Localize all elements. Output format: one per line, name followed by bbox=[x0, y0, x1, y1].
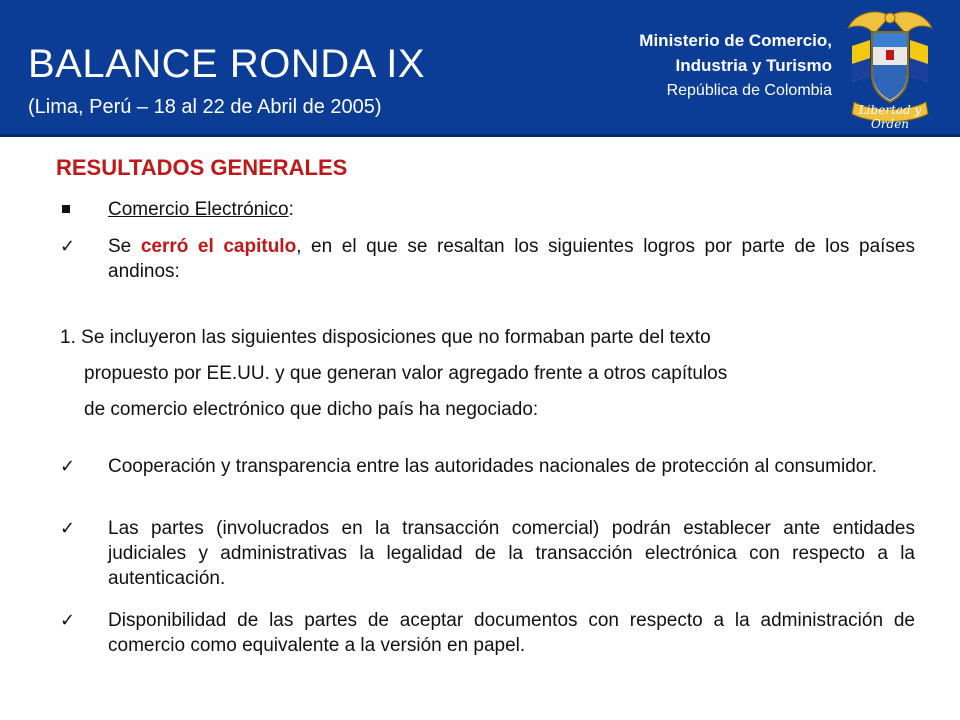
numbered-line1: Se incluyeron las siguientes disposiciones que no formaban parte del texto bbox=[81, 327, 711, 348]
achievement-item bbox=[60, 516, 915, 591]
ministry-line1: Ministerio de Comercio, bbox=[639, 31, 832, 50]
intro-highlight: cerró el capitulo bbox=[140, 236, 297, 257]
intro-after: , en el que se resaltan los siguientes logros por parte de los países andinos: bbox=[108, 236, 915, 282]
achievement-text: Cooperación y transparencia entre las autoridades nacionales de protección al consumidor. bbox=[108, 456, 877, 477]
ministry-line2: Industria y Turismo bbox=[675, 56, 832, 75]
topic-suffix: : bbox=[288, 199, 294, 220]
ministry-block bbox=[639, 28, 832, 103]
achievement-text: Disponibilidad de las partes de aceptar documentos con respecto a la administración de comercio como equivalente a la versión en papel. bbox=[108, 610, 915, 656]
square-bullet-icon bbox=[60, 197, 86, 222]
section-heading: RESULTADOS GENERALES bbox=[56, 155, 348, 180]
header-divider bbox=[0, 134, 960, 137]
numbered-item bbox=[60, 320, 915, 428]
motto-text: Libertad y Orden bbox=[858, 103, 922, 131]
topic-label: Comercio Electrónico bbox=[108, 199, 289, 220]
achievement-item bbox=[60, 454, 915, 479]
item-number: 1. bbox=[60, 327, 76, 348]
checkmark-icon: ✓ bbox=[60, 456, 76, 477]
intro-item bbox=[60, 234, 915, 284]
slide-title: BALANCE RONDA IX bbox=[28, 42, 426, 86]
slide-subtitle: (Lima, Perú – 18 al 22 de Abril de 2005) bbox=[28, 96, 382, 118]
intro-before: Se bbox=[108, 236, 141, 257]
checkmark-icon: ✓ bbox=[60, 610, 76, 631]
checkmark-icon: ✓ bbox=[60, 518, 76, 539]
numbered-line2: propuesto por EE.UU. y que generan valor agregado frente a otros capítulos bbox=[84, 363, 728, 384]
achievement-text: Las partes (involucrados en la transacción comercial) podrán establecer ante entidades judiciales y administrativas la legalidad de la transacción electrónica con respecto a la autenticación. bbox=[108, 518, 915, 589]
ministry-line3: República de Colombia bbox=[666, 82, 832, 99]
topic-item bbox=[60, 197, 915, 222]
checkmark-icon: ✓ bbox=[60, 236, 76, 257]
numbered-line3: de comercio electrónico que dicho país ha negociado: bbox=[84, 399, 539, 420]
achievement-item bbox=[60, 608, 915, 658]
